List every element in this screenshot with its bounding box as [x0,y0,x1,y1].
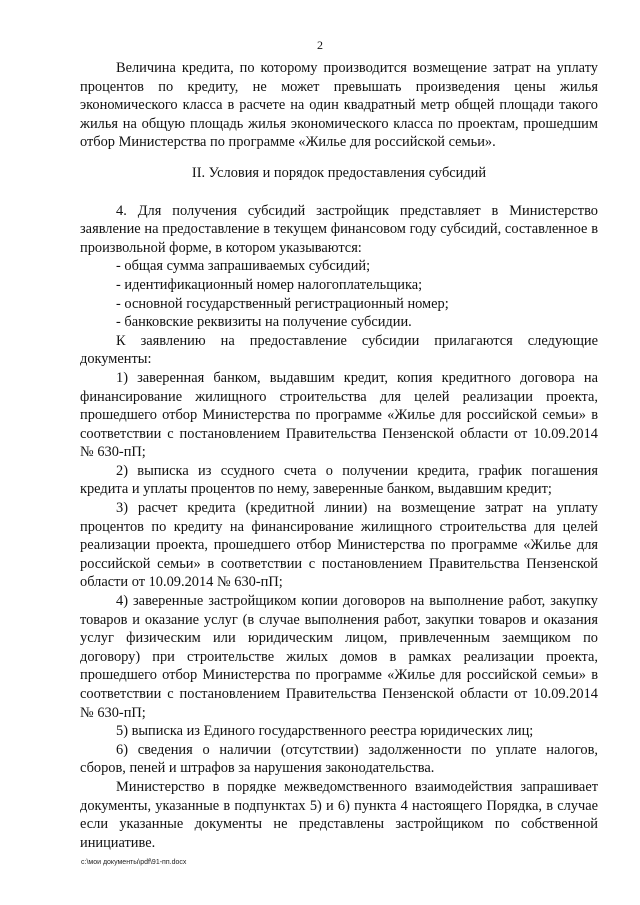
document-item-1: 1) заверенная банком, выдавшим кредит, копия кредитного договора на финансирование жилищного строительства для целей реализации проекта, прошедшего отбор Министерства по программе «Жилье для российской семьи» в соответствии с постановлением Правительства Пензенской области от 10.09.2014 № 630-пП; [80,369,598,461]
document-body [80,59,598,852]
document-item-3: 3) расчет кредита (кредитной линии) на возмещение затрат на уплату процентов по кредиту на финансирование жилищного строительства для целей реализации проекта, прошедшего отбор Министерства по программе «Жилье для российской семьи» в соответствии с постановлением Правительства Пензенской области от 10.09.2014 № 630-пП; [80,500,598,591]
document-item-2: 2) выписка из ссудного счета о получении кредита, график погашения кредита и уплаты процентов по нему, заверенные банком, выдавшим кредит; [80,462,598,498]
document-item-4: 4) заверенные застройщиком копии договоров на выполнение работ, закупку товаров и оказание услуг (в случае выполнения работ, закупки товаров и оказания услуг физическим или юридическим лицом, привлеченным заемщиком по договору) при строительстве жилых домов в рамках реализации проекта, прошедшего отбор Министерства по программе «Жилье для российской семьи» в соответствии с постановлением Правительства Пензенской области от 10.09.2014 № 630-пП; [80,593,598,721]
final-paragraph: Министерство в порядке межведомственного взаимодействия запрашивает документы, указанные в подпунктах 5) и 6) пункта 4 настоящего Порядка, в случае если указанные документы не представлены застройщиком по собственной инициативе. [80,778,598,851]
section-heading: II. Условия и порядок предоставления субсидий [191,164,487,181]
page-number: 2 [317,38,323,52]
paragraph-4: 4. Для получения субсидий застройщик представляет в Министерство заявление на предоставление в текущем финансовом году субсидий, составленное в произвольной форме, в котором указываются: [80,202,598,256]
application-item-total-amount: - общая сумма запрашиваемых субсидий; [116,258,371,275]
document-item-6: 6) сведения о наличии (отсутствии) задолженности по уплате налогов, сборов, пеней и штрафов за нарушения законодательства. [80,741,598,777]
application-item-bank-details: - банковские реквизиты на получение субсидии. [116,314,412,331]
footer-file-path: c:\мои документы\pdf\91-пп.docx [81,859,187,866]
application-item-tax-id: - идентификационный номер налогоплательщика; [116,276,423,293]
document-item-5: 5) выписка из Единого государственного реестра юридических лиц; [116,723,534,740]
application-item-registration-number: - основной государственный регистрационный номер; [116,295,449,312]
documents-intro: К заявлению на предоставление субсидии прилагаются следующие документы: [80,332,598,368]
intro-paragraph: Величина кредита, по которому производится возмещение затрат на уплату процентов по кредиту, не может превышать произведения цены жилья экономического класса в расчете на один квадратный метр общей площади такого жилья на общую площадь жилья экономического класса по проектам, прошедшим отбор Министерства по программе «Жилье для российской семьи». [80,60,598,151]
